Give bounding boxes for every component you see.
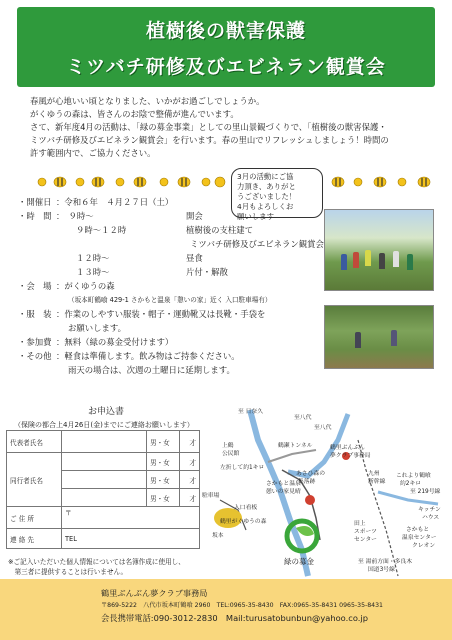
map-label: 集落跡 bbox=[298, 479, 316, 485]
privacy-note bbox=[8, 557, 185, 577]
gender-field[interactable]: 男・女 bbox=[147, 431, 180, 453]
map-label: 新幹線 bbox=[368, 479, 386, 485]
green-fund-label: 緑の募金 bbox=[284, 557, 314, 566]
clothing-value2: お願いします。 bbox=[68, 323, 126, 333]
fee-value: ：無料（緑の募金受付けます） bbox=[56, 337, 174, 347]
time-label: ・時 間 bbox=[18, 211, 52, 221]
map-label: センター bbox=[354, 537, 377, 543]
age-field[interactable]: 才 bbox=[180, 489, 200, 507]
tel-input[interactable]: TEL bbox=[62, 529, 200, 549]
address-input[interactable]: 〒 bbox=[62, 507, 200, 529]
gender-field[interactable]: 男・女 bbox=[147, 489, 180, 507]
map-label: 上鶴 bbox=[222, 443, 234, 449]
bee-decoration-left bbox=[36, 172, 226, 195]
person-figure bbox=[365, 250, 371, 266]
bubble-line: うございました！ bbox=[237, 192, 297, 201]
time3-desc: 昼食 bbox=[186, 253, 203, 263]
bee-decoration-right bbox=[328, 172, 440, 195]
map-label: 公民館 bbox=[222, 451, 240, 457]
footer-org: 鶴里ぶんぶん夢クラブ事務局 bbox=[101, 588, 208, 598]
map-label: ハウス bbox=[422, 515, 440, 521]
footer-phone-mail: 会長携帯電話:090-3012-2830 Mail:turusatobunbun@yahoo.co.jp bbox=[101, 613, 368, 623]
map-label: 鶴瀬トンネル bbox=[278, 443, 313, 449]
intro-line: 許す範囲内で、ご協力ください。 bbox=[30, 148, 156, 158]
person-figure bbox=[391, 330, 397, 346]
map-label: さかもと bbox=[406, 527, 430, 533]
work-photo bbox=[324, 305, 434, 369]
footer-contact bbox=[0, 579, 452, 640]
map-label: 入口看板 bbox=[234, 505, 258, 511]
age-field[interactable]: 才 bbox=[180, 453, 200, 471]
time4: １３時～ bbox=[76, 267, 110, 277]
map-label: 鶴里ぶんぶん bbox=[330, 445, 365, 451]
companion-name-input[interactable] bbox=[62, 453, 147, 471]
map-label: これより鶴喰 bbox=[396, 473, 431, 479]
person-figure bbox=[393, 251, 399, 267]
map-label: クレオン bbox=[412, 543, 436, 549]
map-label: さかもと温泉 bbox=[266, 481, 301, 487]
gender-field[interactable]: 男・女 bbox=[147, 471, 180, 489]
person-figure bbox=[407, 254, 413, 270]
map-label: 至八代 bbox=[314, 425, 332, 431]
bubble-line: 3月の活動にご協 bbox=[237, 172, 294, 181]
footer-address: 〒869-5222 八代市坂本町鶴喰 2960 TEL:0965-35-8430 FAX:0965-35-8431 0965-35-8431 bbox=[101, 602, 383, 609]
map-label: 左折して約1キロ bbox=[220, 465, 265, 471]
person-figure bbox=[341, 254, 347, 270]
age-field[interactable]: 才 bbox=[180, 431, 200, 453]
event-details bbox=[18, 195, 338, 377]
map-label: 至 219号線 bbox=[410, 489, 441, 495]
form-title: お申込書 bbox=[88, 407, 125, 417]
time4-desc: 片付・解散 bbox=[186, 267, 228, 277]
map-label: 駐車場 bbox=[202, 493, 220, 499]
access-map bbox=[198, 400, 446, 578]
bubble-line: 願いします bbox=[237, 212, 274, 221]
venue-sub: （坂本町鶴喰 429-1 さかもと温泉「憩いの家」近く 入口駐車場有） bbox=[68, 296, 272, 304]
map-label: 約2キロ bbox=[400, 481, 422, 487]
companion-name-input[interactable] bbox=[62, 471, 147, 489]
rep-label: 代表者氏名 bbox=[7, 431, 62, 453]
clothing-value: ：作業のしやすい服装・帽子・運動靴又は長靴・手袋を bbox=[56, 309, 266, 319]
map-label: 坂本 bbox=[212, 533, 224, 539]
rep-name-input[interactable] bbox=[62, 431, 147, 453]
other-value: ：軽食は準備します。飲み物はご持参ください。 bbox=[56, 351, 240, 361]
time2: ９時～１２時 bbox=[76, 225, 127, 235]
privacy-line: ※ご記入いただいた個人情報については名簿作成に使用し、 bbox=[8, 558, 185, 566]
bubble-line: 4月もよろしくお bbox=[237, 202, 294, 211]
title-banner bbox=[17, 7, 435, 87]
map-label: 夢クラブ事務局 bbox=[330, 453, 371, 459]
time1: ： ９時～ bbox=[56, 211, 94, 221]
map-label: 至八代 bbox=[294, 415, 312, 421]
age-field[interactable]: 才 bbox=[180, 471, 200, 489]
intro-text bbox=[30, 95, 430, 160]
time1-desc: 開会 bbox=[186, 211, 203, 221]
gender-field[interactable]: 男・女 bbox=[147, 453, 180, 471]
form-note: （保険の都合上4月26日(金)までにご連絡お願いします） bbox=[14, 421, 194, 429]
fee-label: ・参加費 bbox=[18, 337, 52, 347]
map-label: 至 湯前方面・多良木 bbox=[358, 559, 413, 565]
title-line2: ミツバチ研修及びエビネラン観賞会 bbox=[66, 56, 386, 78]
other-label: ・その他 bbox=[18, 351, 52, 361]
application-form bbox=[6, 430, 200, 549]
map-label: 鶴里がくゆうの森 bbox=[220, 519, 267, 525]
person-figure bbox=[355, 332, 361, 348]
companion-name-input[interactable] bbox=[62, 489, 147, 507]
date-label: ・開催日 bbox=[18, 197, 52, 207]
date-value: ：令和６年 ４月２７日（土） bbox=[56, 197, 174, 207]
tel-label: 連 絡 先 bbox=[7, 529, 62, 549]
group-photo bbox=[324, 209, 434, 291]
time2-desc2: ミツバチ研修及びエビネラン観賞会 bbox=[190, 239, 324, 249]
time3: １２時～ bbox=[76, 253, 110, 263]
map-label: 九州 bbox=[368, 471, 380, 477]
person-figure bbox=[353, 252, 359, 268]
map-label: 至 日奈久 bbox=[238, 409, 264, 415]
companion-label: 同行者氏名 bbox=[7, 453, 62, 507]
address-label: ご 住 所 bbox=[7, 507, 62, 529]
time2-desc: 植樹後の支柱建て bbox=[186, 225, 253, 235]
privacy-line: 第三者に提供することは行いません。 bbox=[8, 568, 128, 576]
other-value2: 雨天の場合は、次週の土曜日に延期します。 bbox=[68, 365, 235, 375]
map-label: キッチン bbox=[418, 507, 441, 513]
map-label: 温泉センター bbox=[402, 535, 437, 541]
intro-line: がくゆうの森は、皆さんのお陰で整備が進んでいます。 bbox=[30, 109, 239, 119]
map-label: 田上 bbox=[354, 521, 366, 527]
venue-label: ・会 場 bbox=[18, 281, 52, 291]
map-label: あさひ森の bbox=[296, 471, 325, 477]
venue-value: ：がくゆうの森 bbox=[56, 281, 115, 291]
bee-flower-icon bbox=[36, 172, 226, 192]
map-label: 国道3号線 bbox=[368, 567, 395, 573]
person-figure bbox=[379, 253, 385, 269]
bubble-line: 力頂き、ありがと bbox=[237, 182, 296, 191]
bee-flower-icon bbox=[328, 172, 440, 192]
map-label: スポーツ bbox=[354, 529, 377, 535]
map-label: 憩いの家見晴 bbox=[266, 489, 301, 495]
intro-line: 春風が心地いい頃となりました、いかがお過ごしでしょうか。 bbox=[30, 96, 265, 106]
clothing-label: ・服 装 bbox=[18, 309, 52, 319]
intro-line: さて、新年度4月の活動は、「緑の募金事業」としての里山景観づくりで、「植樹後の獣害保護・ bbox=[30, 122, 387, 132]
title-line1: 植樹後の獣害保護 bbox=[145, 20, 306, 42]
green-fund-logo-icon bbox=[282, 518, 322, 554]
intro-line: ミツバチ研修及びエビネラン観賞会」を行います。春の里山でリフレッシュしましょう！時間の bbox=[30, 135, 389, 145]
